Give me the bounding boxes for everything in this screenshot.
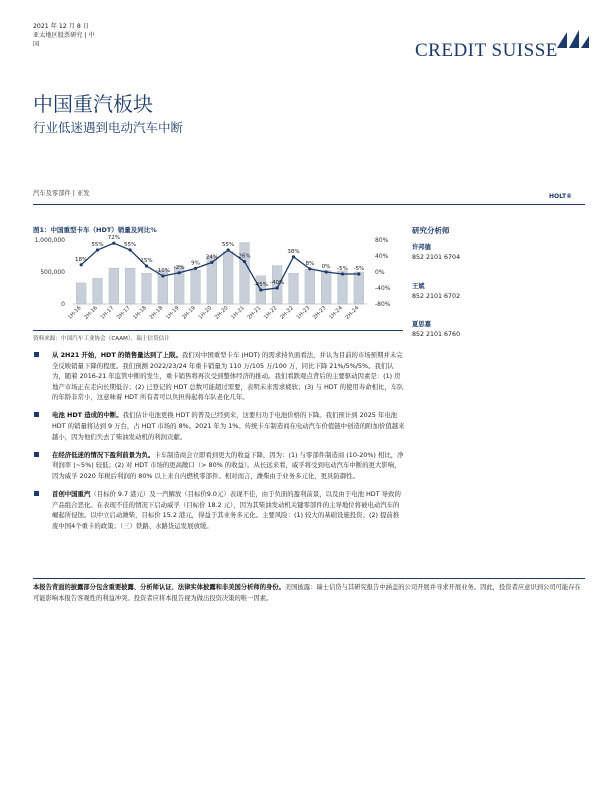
report-date: 2021 年 12 月 8 日: [33, 23, 89, 30]
yoy-point: [357, 272, 360, 275]
figure-divider: [33, 330, 403, 331]
y-right-tick: 0%: [375, 269, 385, 276]
figure-title: 图1：中国重型卡车（HDT）销量及同比%: [33, 226, 157, 234]
yoy-point: [145, 264, 148, 267]
analyst-phone: 852 2101 6704: [412, 254, 461, 261]
x-tick-label: 2H-20: [214, 305, 230, 321]
data-label: -5%: [337, 266, 348, 272]
data-label: 15%: [140, 258, 153, 264]
data-label: 9%: [191, 260, 200, 267]
bar: [76, 283, 86, 304]
hdt-sales-chart: [33, 232, 395, 328]
x-tick-label: 1H-19: [165, 305, 181, 321]
sector-label: 汽车及零部件 | 亚发: [33, 190, 90, 197]
y-left-tick: 0: [61, 301, 65, 308]
x-tick-label: 1H-18: [132, 305, 148, 321]
report-title: 中国重汽板块: [33, 92, 153, 116]
department-line-cont: 国: [33, 41, 40, 48]
analyst-name: 王斌: [412, 283, 425, 290]
key-point-body: 卡车制造商会立即看到更大的收益下降，因为：(1) 与零部件制造商 (10-20%) 相比，净利润率 (~5%) 较低；(2) 对 HDT 市场的更高敞口（> 80% 的收益）。从长远来看，威孚将受到电动汽车中断的更大影响，因为威孚 2020 年税后利润的 80% 以上来自内燃机零部件。相对而言，潍柴由于业务多元化，更具防御性。: [52, 450, 404, 480]
yoy-point: [210, 261, 213, 264]
data-label: 24%: [205, 254, 218, 261]
yoy-point: [96, 248, 99, 251]
data-label: 0%: [321, 264, 331, 270]
x-tick-label: 1H-23: [295, 305, 312, 321]
key-point: [33, 450, 405, 482]
yoy-point: [194, 267, 197, 270]
key-points: [33, 350, 405, 539]
x-tick-label: 1H-21: [230, 305, 246, 321]
key-point-body: 我们估计电池更换 HDT 的普及已经到来，这要归功于电池价格的下降。我们预计到 2025 年电池 HDT 的销量将达到 9 万台，占 HDT 市场的 8%。2021 年为 1%。传统卡车制造商在电动汽车价值链中创造的附加价值越来越小，因为他们失去了柴油发动机的利润贡献。: [52, 411, 405, 441]
disclaimer-lead: 本报告背面的披露部分包含重要披露、分析师认证、法律实体披露和非美国分析师的身份。: [33, 584, 285, 591]
bar: [240, 243, 250, 304]
x-tick-label: 2H-22: [279, 305, 295, 321]
figure-source: 资料来源：中国汽车工业协会（CAAM）、瑞士信贷估计: [33, 336, 170, 342]
x-tick-label: 1H-22: [263, 305, 279, 321]
y-left-tick: 1,000,000: [34, 237, 65, 244]
key-point: [33, 410, 405, 442]
yoy-point: [341, 272, 344, 275]
analyst-card: [412, 243, 460, 263]
key-point-lead: 首创中国重汽: [52, 490, 91, 499]
bar: [109, 268, 119, 304]
x-tick-label: 2H-18: [148, 305, 165, 321]
bar: [191, 270, 201, 304]
y-right-tick: 80%: [375, 237, 389, 244]
data-label: -40%: [270, 280, 285, 286]
analysts-heading: 研究分析师: [412, 226, 450, 235]
x-tick-label: 2H-24: [344, 305, 361, 321]
key-point-lead: 在经济低迷的情况下盈利前景为负。: [52, 450, 155, 459]
analyst-card: [412, 282, 460, 302]
yoy-point: [227, 248, 230, 251]
y-right-tick: 40%: [375, 253, 389, 260]
bar: [125, 268, 135, 304]
bar: [289, 273, 299, 304]
x-tick-label: 2H-19: [181, 305, 197, 321]
report-subtitle: 行业低迷遇到电动汽车中断: [33, 120, 184, 135]
analyst-card: [412, 320, 460, 340]
bar: [338, 271, 348, 304]
key-point: [33, 489, 405, 531]
analyst-name: 许邦德: [412, 244, 431, 251]
x-tick-label: 2H-17: [116, 305, 132, 321]
yoy-point: [259, 288, 262, 291]
data-label: -10%: [155, 268, 170, 274]
report-header-meta: [33, 22, 113, 49]
data-label: 55%: [222, 242, 235, 248]
yoy-point: [161, 274, 164, 277]
sails-icon: [553, 28, 591, 50]
yoy-point: [178, 271, 181, 274]
yoy-point: [276, 286, 279, 289]
key-point-lead: 从 2H21 开始，HDT 的销售量达到了上限。: [52, 351, 182, 359]
brand-wordmark: CREDIT SUISSE: [415, 40, 558, 61]
key-point: [33, 350, 405, 403]
bar: [354, 272, 364, 304]
x-tick-label: 2H-21: [246, 305, 263, 321]
x-tick-label: 1H-17: [99, 305, 116, 321]
yoy-point: [325, 270, 328, 273]
data-label: 18%: [75, 256, 88, 263]
y-left-tick: 500,000: [40, 269, 65, 276]
x-tick-label: 1H-20: [197, 305, 214, 321]
key-point-body: 我们对中国重型卡车 (HDT) 的需求持负面看法，并认为目前的市场预期并未完全反映销量下降的程度。我们预测 2022/23/24 年重卡销量为 110 万/105 万/100 万，同比下降 21%/5%/5%。我们认为，随着 2016-21 年监管中断的发生，重卡销售将再次受到整体经济的推动。我们看跌观点背后的主要驱动因素是：(1) 房地产市场正在走向长期低谷；(2) 已登记的 HDT 总数可能超过需要，表明未来需求疲软；(3) 与 HDT 的使用寿命相比，车队的年龄非常小，这意味着 HDT 所有者可以负担得起将车队老化几年。: [52, 351, 404, 402]
data-label: -2%: [173, 264, 185, 271]
data-label: 26%: [238, 253, 251, 260]
bar: [93, 278, 103, 304]
data-label: 72%: [107, 235, 120, 242]
yoy-point: [243, 260, 246, 263]
bar: [223, 252, 233, 304]
bar: [305, 269, 315, 304]
disclaimer-divider: [33, 578, 585, 579]
data-label: 55%: [124, 242, 137, 248]
disclaimer: [33, 583, 585, 604]
analyst-name: 夏思嘉: [412, 321, 431, 328]
credit-suisse-logo: [415, 28, 590, 68]
yoy-point: [129, 248, 132, 251]
department-line: 亚太地区股票研究 | 中: [33, 32, 95, 39]
holt-mark: HOLT®: [549, 193, 573, 200]
disclaimer-body: 美国披露：瑞士信贷与其研究报告中涵盖的公司开展并寻求开展业务。因此，投资者应意识到公司可能存在可能影响本报告客观性的利益冲突。投资者应将本报告视为做出投资决策的唯一因素。: [33, 584, 581, 602]
x-tick-label: 1H-24: [328, 305, 344, 321]
data-label: 55%: [91, 242, 104, 248]
header-divider: [33, 204, 585, 205]
yoy-point: [112, 242, 115, 245]
analyst-phone: 852 2101 6760: [412, 331, 461, 338]
data-label: 38%: [287, 248, 300, 255]
bar: [321, 271, 331, 304]
yoy-point: [308, 267, 311, 270]
y-right-tick: -80%: [375, 301, 391, 308]
y-right-tick: -40%: [375, 285, 391, 292]
bar: [142, 273, 152, 304]
data-label: -5%: [353, 266, 365, 272]
data-label: -45%: [253, 282, 268, 288]
data-label: 8%: [305, 260, 315, 267]
analyst-phone: 852 2101 6702: [412, 293, 461, 300]
yoy-point: [292, 255, 295, 258]
x-tick-label: 2H-23: [312, 305, 328, 321]
x-tick-label: 2H-16: [83, 305, 99, 321]
key-point-body: （目标价 9.7 港元）及一汽解放（目标价9.0元）表现不佳，由于负面的盈利前景，以及由于电池 HDT 导致的产品组合恶化。在表现不佳的情况下启动威孚（目标价 18.2 元），因为其柴油发动机关键零部件的主导地位将被电动汽车的崛起所侵蚀。以中立启动潍柴，目标价 15.2 港元，得益于其业务多元化。主要风险：(1) 较大的基础设施投资；(2) 提前推废中国4个重卡的政策；（三）铁路、水路货运发展放缓。: [52, 490, 401, 530]
yoy-point: [80, 263, 83, 266]
key-point-lead: 电池 HDT 造成的中断。: [52, 411, 123, 420]
x-tick-label: 1H-16: [67, 305, 83, 321]
yoy-line: [81, 243, 359, 290]
